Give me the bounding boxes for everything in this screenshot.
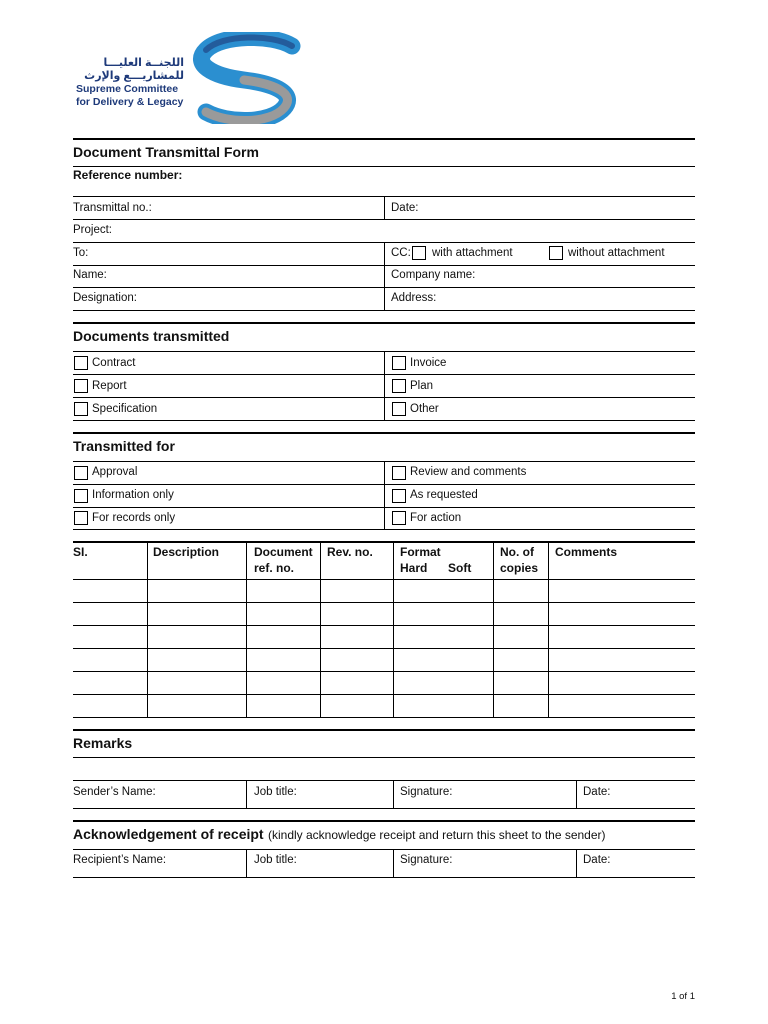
review-and-comments-label: Review and comments: [410, 466, 527, 478]
address-label: Address:: [391, 292, 437, 304]
recipient-date-label: Date:: [583, 854, 611, 866]
without-attachment-checkbox[interactable]: [549, 246, 563, 260]
table-row: [73, 694, 695, 695]
ack-heading: Acknowledgement of receipt: [73, 826, 264, 842]
recipient-job-title-label: Job title:: [254, 854, 297, 866]
approval-checkbox[interactable]: [74, 466, 88, 480]
divider: [73, 166, 695, 167]
page-number: 1 of 1: [671, 991, 695, 1002]
name-label: Name:: [73, 269, 107, 281]
plan-label: Plan: [410, 380, 434, 392]
for-action-label: For action: [410, 512, 462, 524]
divider: [393, 849, 394, 877]
divider: [73, 541, 695, 543]
recipient-name-label: Recipient’s Name:: [73, 854, 167, 866]
to-label: To:: [73, 247, 89, 259]
org-name-ar-1: اللجنــة العليـــا: [103, 57, 184, 69]
divider: [384, 461, 385, 529]
specification-checkbox[interactable]: [74, 402, 88, 416]
divider: [73, 849, 695, 850]
project-label: Project:: [73, 224, 112, 236]
table-row: [73, 648, 695, 649]
sender-job-title-label: Job title:: [254, 786, 297, 798]
cc-label: CC:: [391, 247, 411, 259]
ack-note: (kindly acknowledge receipt and return this sheet to the sender): [268, 828, 606, 842]
sender-date-label: Date:: [583, 786, 611, 798]
remarks-field[interactable]: [73, 757, 695, 758]
report-checkbox[interactable]: [74, 379, 88, 393]
org-name-en-1: Supreme Committee: [76, 83, 179, 95]
sender-signature-label: Signature:: [400, 786, 453, 798]
divider: [493, 542, 494, 717]
for-records-only-label: For records only: [92, 512, 176, 524]
divider: [73, 219, 695, 220]
other-checkbox[interactable]: [392, 402, 406, 416]
divider: [246, 849, 247, 877]
recipient-signature-label: Signature:: [400, 854, 453, 866]
contract-label: Contract: [92, 357, 136, 369]
approval-label: Approval: [92, 466, 138, 478]
invoice-checkbox[interactable]: [392, 356, 406, 370]
other-label: Other: [410, 403, 439, 415]
for-records-only-checkbox[interactable]: [74, 511, 88, 525]
col-copies-2: copies: [500, 561, 539, 575]
divider: [73, 432, 695, 434]
divider: [73, 420, 695, 421]
divider: [73, 820, 695, 822]
col-format-hard: Hard: [400, 561, 428, 575]
divider: [576, 780, 577, 808]
information-only-checkbox[interactable]: [74, 489, 88, 503]
col-description: Description: [153, 545, 220, 559]
transmittal-no-label: Transmittal no.:: [73, 202, 152, 214]
col-comments: Comments: [555, 545, 618, 559]
org-name-ar-2: للمشاريـــع والإرث: [84, 70, 184, 82]
documents-heading: Documents transmitted: [73, 328, 230, 344]
with-attachment-label: with attachment: [432, 247, 513, 259]
as-requested-checkbox[interactable]: [392, 489, 406, 503]
table-row: [73, 671, 695, 672]
divider: [73, 808, 695, 809]
contract-checkbox[interactable]: [74, 356, 88, 370]
with-attachment-checkbox[interactable]: [412, 246, 426, 260]
specification-label: Specification: [92, 403, 158, 415]
divider: [246, 542, 247, 717]
divider: [246, 780, 247, 808]
logo: [72, 32, 304, 126]
logo-s-mark-icon: [192, 32, 304, 124]
reference-number-label: Reference number:: [73, 168, 183, 182]
divider: [320, 542, 321, 717]
date-label: Date:: [391, 202, 419, 214]
table-row: [73, 579, 695, 580]
divider: [393, 542, 394, 717]
remarks-heading: Remarks: [73, 735, 133, 751]
sender-name-label: Sender’s Name:: [73, 786, 156, 798]
col-format-soft: Soft: [448, 561, 472, 575]
divider: [384, 196, 385, 219]
col-format: Format: [400, 545, 441, 559]
table-row: [73, 625, 695, 626]
divider: [548, 542, 549, 717]
col-copies-1: No. of: [500, 545, 534, 559]
divider: [384, 351, 385, 420]
designation-label: Designation:: [73, 292, 137, 304]
divider: [73, 310, 695, 311]
report-label: Report: [92, 380, 127, 392]
divider: [576, 849, 577, 877]
divider: [73, 729, 695, 731]
col-sl: SI.: [73, 545, 88, 559]
divider: [73, 877, 695, 878]
divider: [147, 542, 148, 717]
without-attachment-label: without attachment: [568, 247, 665, 259]
information-only-label: Information only: [92, 489, 174, 501]
as-requested-label: As requested: [410, 489, 478, 501]
divider: [73, 138, 695, 140]
col-docref-2: ref. no.: [254, 561, 295, 575]
company-name-label: Company name:: [391, 269, 476, 281]
review-and-comments-checkbox[interactable]: [392, 466, 406, 480]
table-row: [73, 602, 695, 603]
divider: [393, 780, 394, 808]
table-row: [73, 717, 695, 718]
col-rev: Rev. no.: [327, 545, 373, 559]
transmitted-for-heading: Transmitted for: [73, 438, 175, 454]
divider: [384, 242, 385, 310]
col-docref-1: Document: [254, 545, 313, 559]
for-action-checkbox[interactable]: [392, 511, 406, 525]
divider: [73, 529, 695, 530]
plan-checkbox[interactable]: [392, 379, 406, 393]
form-title: Document Transmittal Form: [73, 144, 259, 160]
divider: [73, 322, 695, 324]
org-name-en-2: for Delivery & Legacy: [76, 96, 184, 108]
invoice-label: Invoice: [410, 357, 447, 369]
divider: [73, 780, 695, 781]
